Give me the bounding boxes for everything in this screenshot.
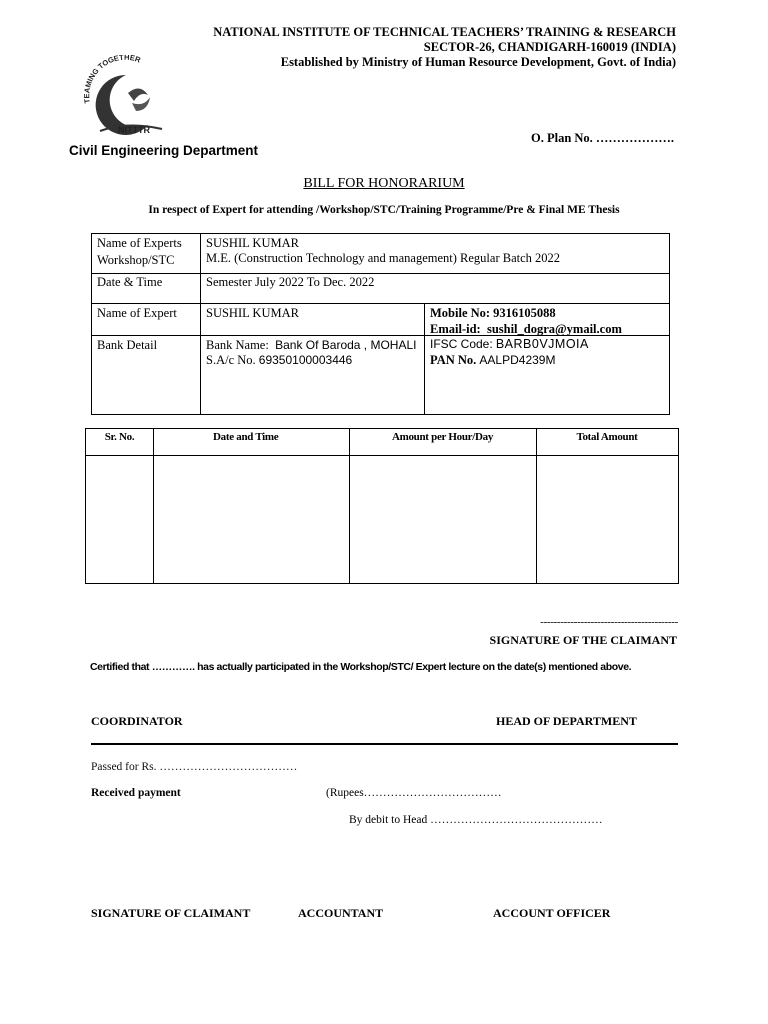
email-row <box>430 321 622 337</box>
ifsc-row <box>430 336 589 352</box>
label-pan: PAN No. <box>430 353 477 367</box>
value-name-of-expert: SUSHIL KUMAR <box>206 306 299 320</box>
pan-row <box>430 352 555 368</box>
coordinator-label: COORDINATOR <box>91 714 183 728</box>
label-date-time: Date & Time <box>97 275 163 289</box>
received-payment: Received payment <box>91 787 181 799</box>
signature-claimant-label: SIGNATURE OF THE CLAIMANT <box>489 633 677 647</box>
footer-account-officer: ACCOUNT OFFICER <box>493 906 611 920</box>
value-ifsc: BARB0VJMOIA <box>495 337 589 351</box>
value-expert-name: SUSHIL KUMAR <box>206 236 299 250</box>
debit-line: By debit to Head ……………………………………… <box>349 814 603 826</box>
logo-name: NITTTR <box>118 125 150 135</box>
label-name-of-expert: Name of Expert <box>97 306 177 320</box>
label-bank-detail: Bank Detail <box>97 338 158 352</box>
certified-dots: …………. <box>151 661 195 673</box>
value-date-time: Semester July 2022 To Dec. 2022 <box>206 275 375 289</box>
col-total-amount: Total Amount <box>576 431 638 443</box>
value-programme: M.E. (Construction Technology and management) Regular Batch 2022 <box>206 251 561 265</box>
label-name-of-experts: Name of Experts <box>97 236 182 250</box>
label-bank-name: Bank Name: <box>206 338 269 352</box>
signature-line: ----------------------------------------- <box>540 616 678 628</box>
department-name: Civil Engineering Department <box>69 143 259 158</box>
bill-subtitle: In respect of Expert for attending /Workshop/STC/Training Programme/Pre & Final ME Thesis <box>148 204 620 216</box>
bill-title: BILL FOR HONORARIUM <box>303 176 465 191</box>
divider-rule <box>91 743 678 745</box>
amount-table <box>85 428 679 584</box>
label-workshop-stc: Workshop/STC <box>97 253 175 267</box>
bank-name-row <box>206 337 417 353</box>
account-row <box>206 352 352 368</box>
rupees-line: (Rupees……………………………… <box>326 787 502 799</box>
value-mobile: Mobile No: 9316105088 <box>430 306 556 320</box>
passed-for: Passed for Rs. ……………………………… <box>91 761 298 773</box>
oplan-number: O. Plan No. ………………. <box>531 131 675 145</box>
col-sr-no: Sr. No. <box>104 431 135 443</box>
footer-signature-claimant: SIGNATURE OF CLAIMANT <box>91 906 251 920</box>
col-date-time: Date and Time <box>213 431 279 443</box>
label-account: S.A/c No. <box>206 353 256 367</box>
certified-suffix: has actually participated in the Workshop/STC/ Expert lecture on the date(s) mentioned above. <box>197 661 632 673</box>
logo-arc-text: TEAMING TOGETHER <box>82 55 142 105</box>
certification-text <box>90 661 631 673</box>
value-bank-name: Bank Of Baroda , MOHALI <box>275 338 417 352</box>
expert-details-table <box>91 233 670 415</box>
value-email: sushil_dogra@ymail.com <box>486 322 622 336</box>
hod-label: HEAD OF DEPARTMENT <box>496 714 637 728</box>
institute-address: SECTOR-26, CHANDIGARH-160019 (INDIA) <box>423 40 676 54</box>
col-amount-per-hour: Amount per Hour/Day <box>391 431 494 443</box>
institute-established: Established by Ministry of Human Resource Development, Govt. of India) <box>280 55 676 69</box>
certified-prefix: Certified that <box>90 661 150 673</box>
value-pan: AALPD4239M <box>479 353 556 367</box>
footer-accountant: ACCOUNTANT <box>298 906 384 920</box>
institute-name: NATIONAL INSTITUTE OF TECHNICAL TEACHERS’ TRAINING & RESEARCH <box>213 25 676 39</box>
nitttr-logo <box>78 55 178 141</box>
value-account: 69350100003446 <box>258 353 353 367</box>
label-email: Email-id: <box>430 322 481 336</box>
label-ifsc: IFSC Code: <box>430 337 493 351</box>
